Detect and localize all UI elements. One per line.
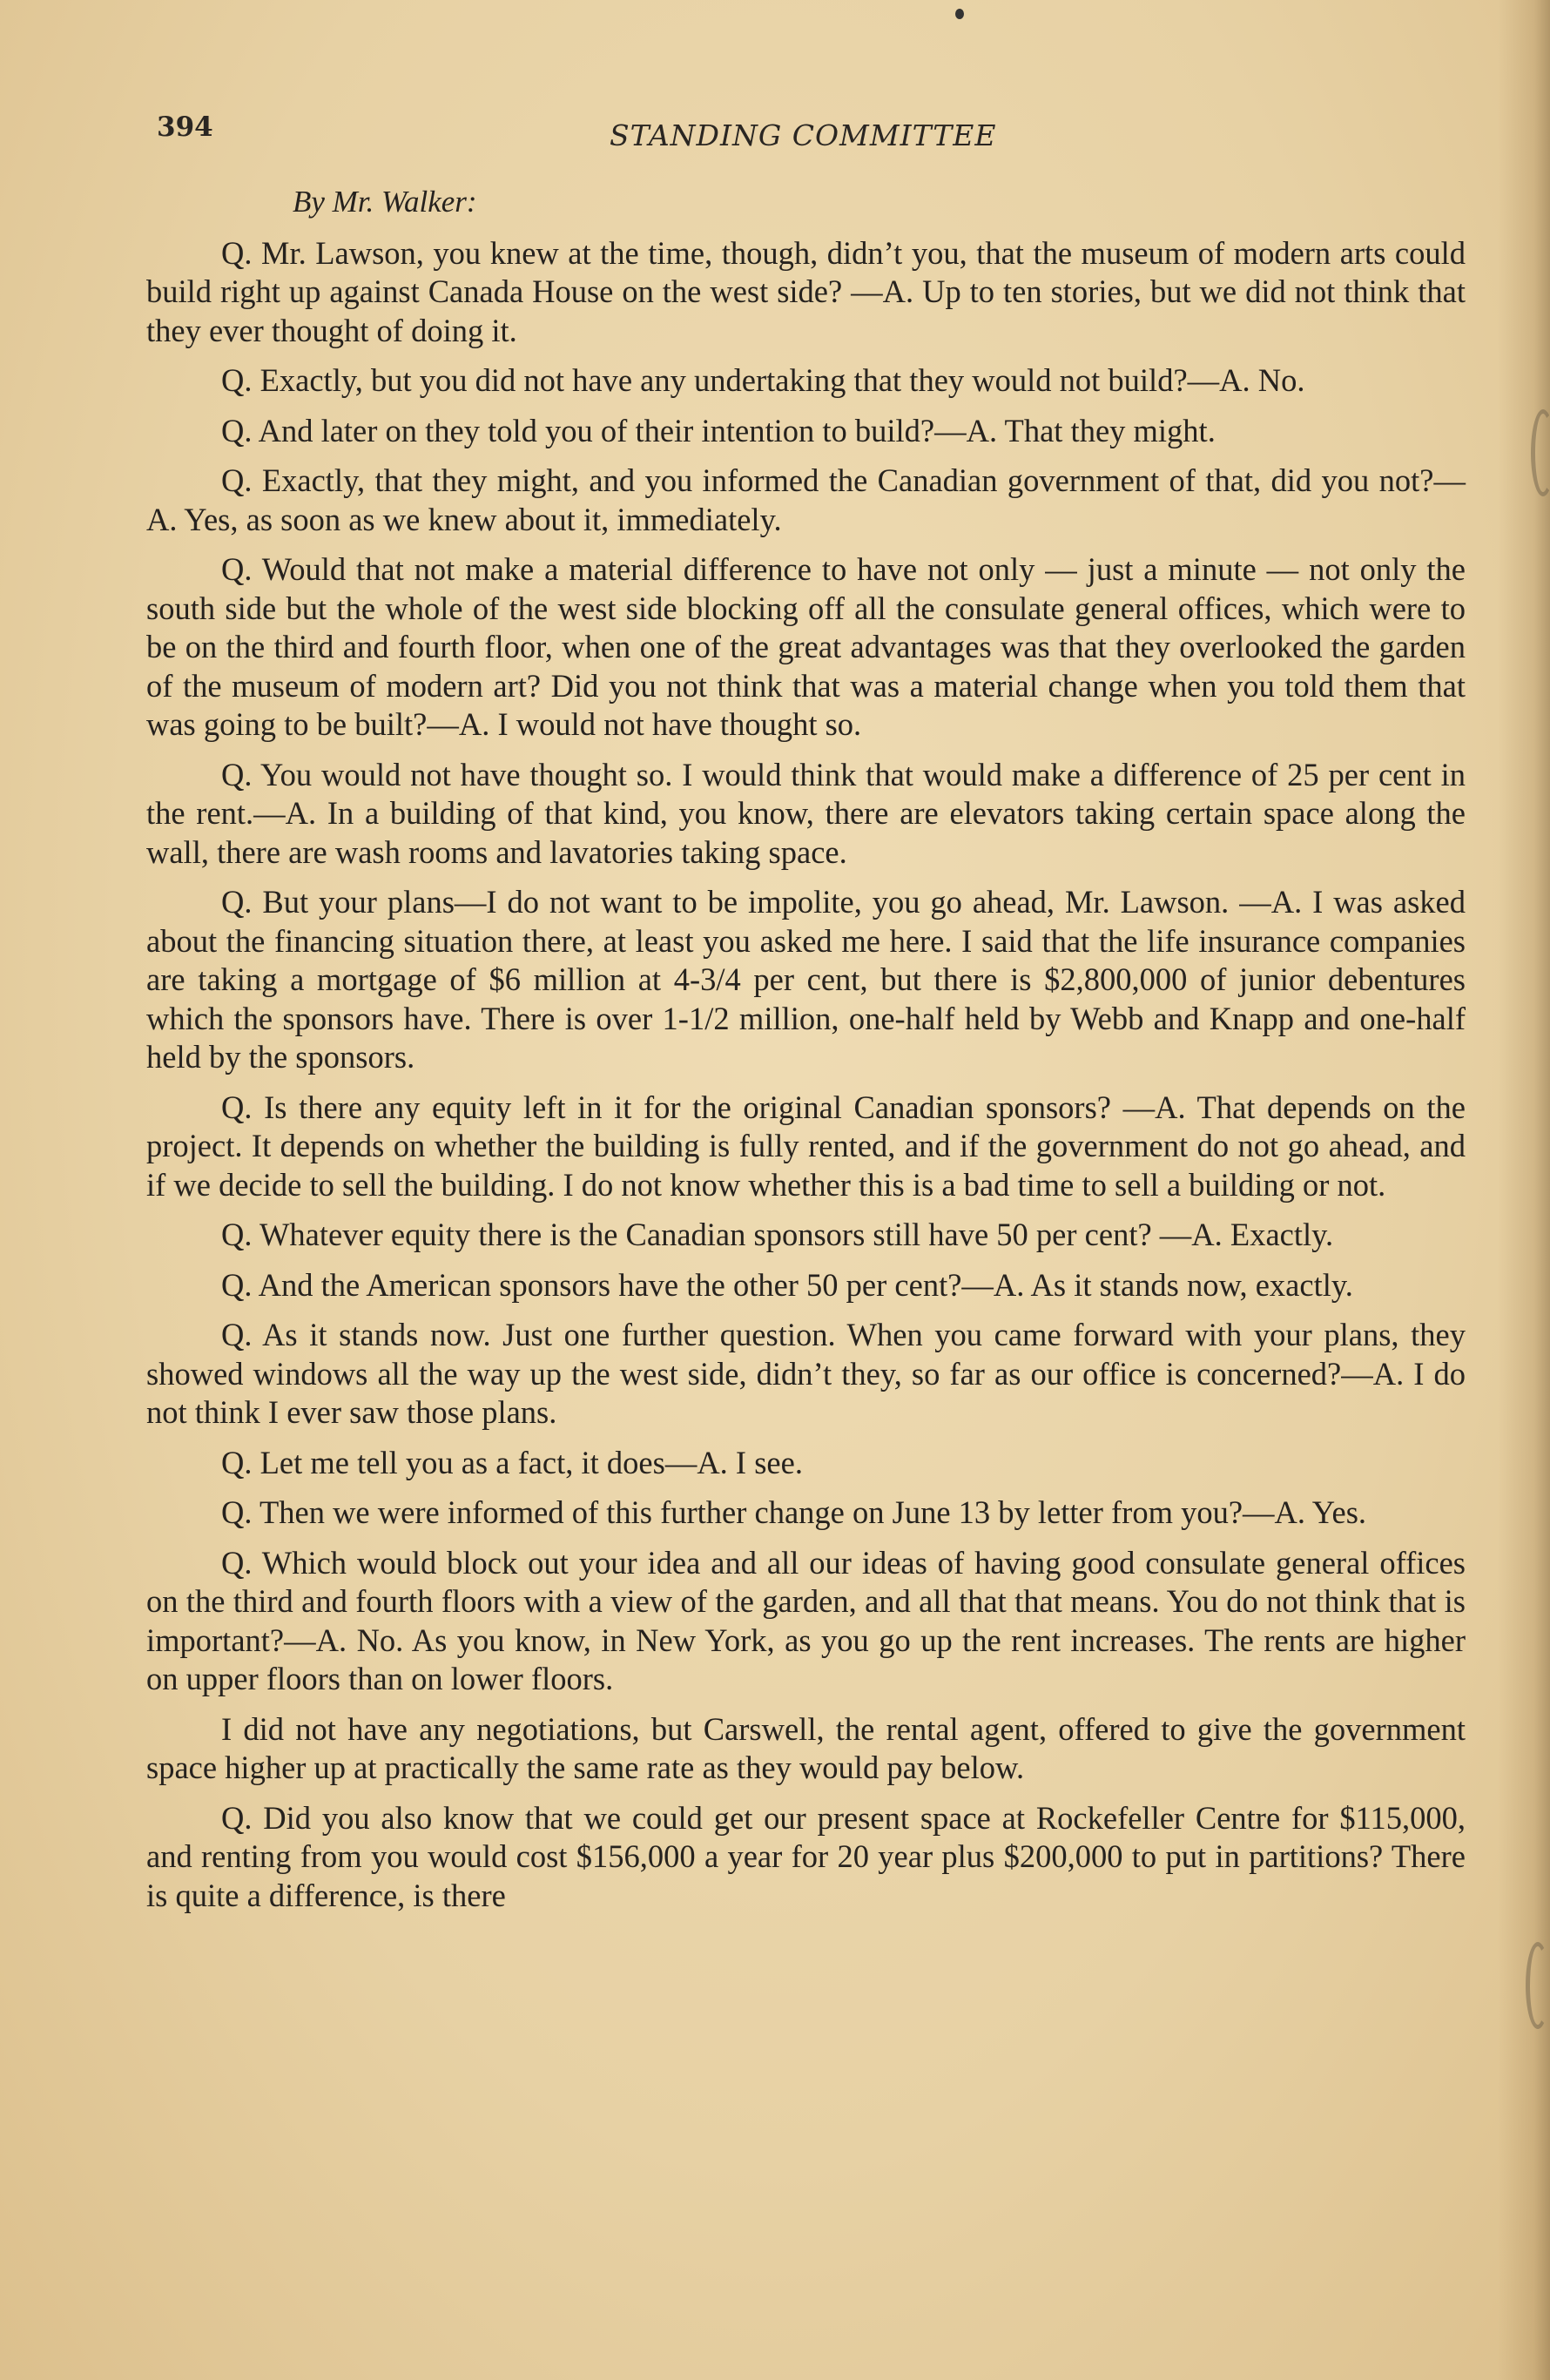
- paragraph: Q. Whatever equity there is the Canadian sponsors still have 50 per cent? —A. Exactly.: [221, 1217, 1334, 1252]
- paragraph: Q. And the American sponsors have the other 50 per cent?—A. As it stands now, exactly.: [221, 1266, 1353, 1303]
- paragraph: Q. As it stands now. Just one further question. When you came forward with your plans, they showed windows all the way up the west side, didn’t they, so far as our office is concerned?—A. I do not think I ever saw those plans.: [146, 1317, 1466, 1430]
- paragraph: Q. Which would block out your idea and all our ideas of having good consulate general offices on the third and fourth floors with a view of the garden, and all that that means. You do not think that is important?—A. No. As you know, in New York, as you go up the rent increases. The rents are higher on upper floors than on lower floors.: [146, 1544, 1466, 1696]
- paragraph: Q. Then we were informed of this further change on June 13 by letter from you?—A. Yes.: [221, 1494, 1367, 1530]
- paragraph: Q. Mr. Lawson, you knew at the time, though, didn’t you, that the museum of modern arts could build right up against Canada House on the west side? —A. Up to ten stories, but we did not think that they ever thought of doing it.: [146, 234, 1466, 348]
- paragraph: Q. Exactly, that they might, and you informed the Canadian government of that, did you not?—A. Yes, as soon as we knew about it, immediately.: [146, 462, 1466, 537]
- paragraph: Q. Did you also know that we could get our present space at Rockefeller Centre for $115,000, and renting from you would cost $156,000 a year for 20 year plus $200,000 to put in partitions? There is quite a difference, is there: [146, 1799, 1466, 1913]
- binding-mark: [1526, 1942, 1550, 2029]
- binding-mark: [1531, 409, 1550, 496]
- paragraph: Q. And later on they told you of their intention to build?—A. That they might.: [221, 412, 1216, 448]
- paragraph: Q. Is there any equity left in it for the original Canadian sponsors? —A. That depends on the project. It depends on whether the building is fully rented, and if the government do not go ahead, and if we decide to sell the building. I do not know whether this is a bad time to sell a building or not.: [146, 1089, 1466, 1203]
- paragraph: Q. Exactly, but you did not have any undertaking that they would not build?—A. No.: [221, 362, 1305, 398]
- ink-dot: [955, 9, 964, 19]
- paragraph: Q. You would not have thought so. I would think that would make a difference of 25 per cent in the rent.—A. In a building of that kind, you know, there are elevators taking certain space along the wall, there are wash rooms and lavatories taking space.: [146, 756, 1466, 870]
- page-header: [157, 111, 1472, 164]
- paragraph: Q. Let me tell you as a fact, it does—A. I see.: [221, 1444, 803, 1480]
- transcript-body: [146, 183, 1466, 1926]
- page-number: 394: [157, 111, 213, 143]
- running-title: STANDING COMMITTEE: [610, 118, 997, 152]
- speaker-by-line: By Mr. Walker:: [293, 185, 477, 219]
- paragraph: Q. But your plans—I do not want to be impolite, you go ahead, Mr. Lawson. —A. I was asked about the financing situation there, at least you asked me here. I said that the life insurance companies are taking a mortgage of $6 million at 4-3/4 per cent, but there is $2,800,000 of junior debentures which the sponsors have. There is over 1-1/2 million, one-half held by Webb and Knapp and one-half held by the sponsors.: [146, 884, 1466, 1075]
- paragraph: Q. Would that not make a material difference to have not only — just a minute — not only the south side but the whole of the west side blocking off all the consulate general offices, which were to be on the third and fourth floor, when one of the great advantages was that they overlooked the garden of the museum of modern art? Did you not think that was a material change when you told them that was going to be built?—A. I would not have thought so.: [146, 551, 1466, 742]
- paragraph: I did not have any negotiations, but Carswell, the rental agent, offered to give the government space higher up at practically the same rate as they would pay below.: [146, 1710, 1466, 1785]
